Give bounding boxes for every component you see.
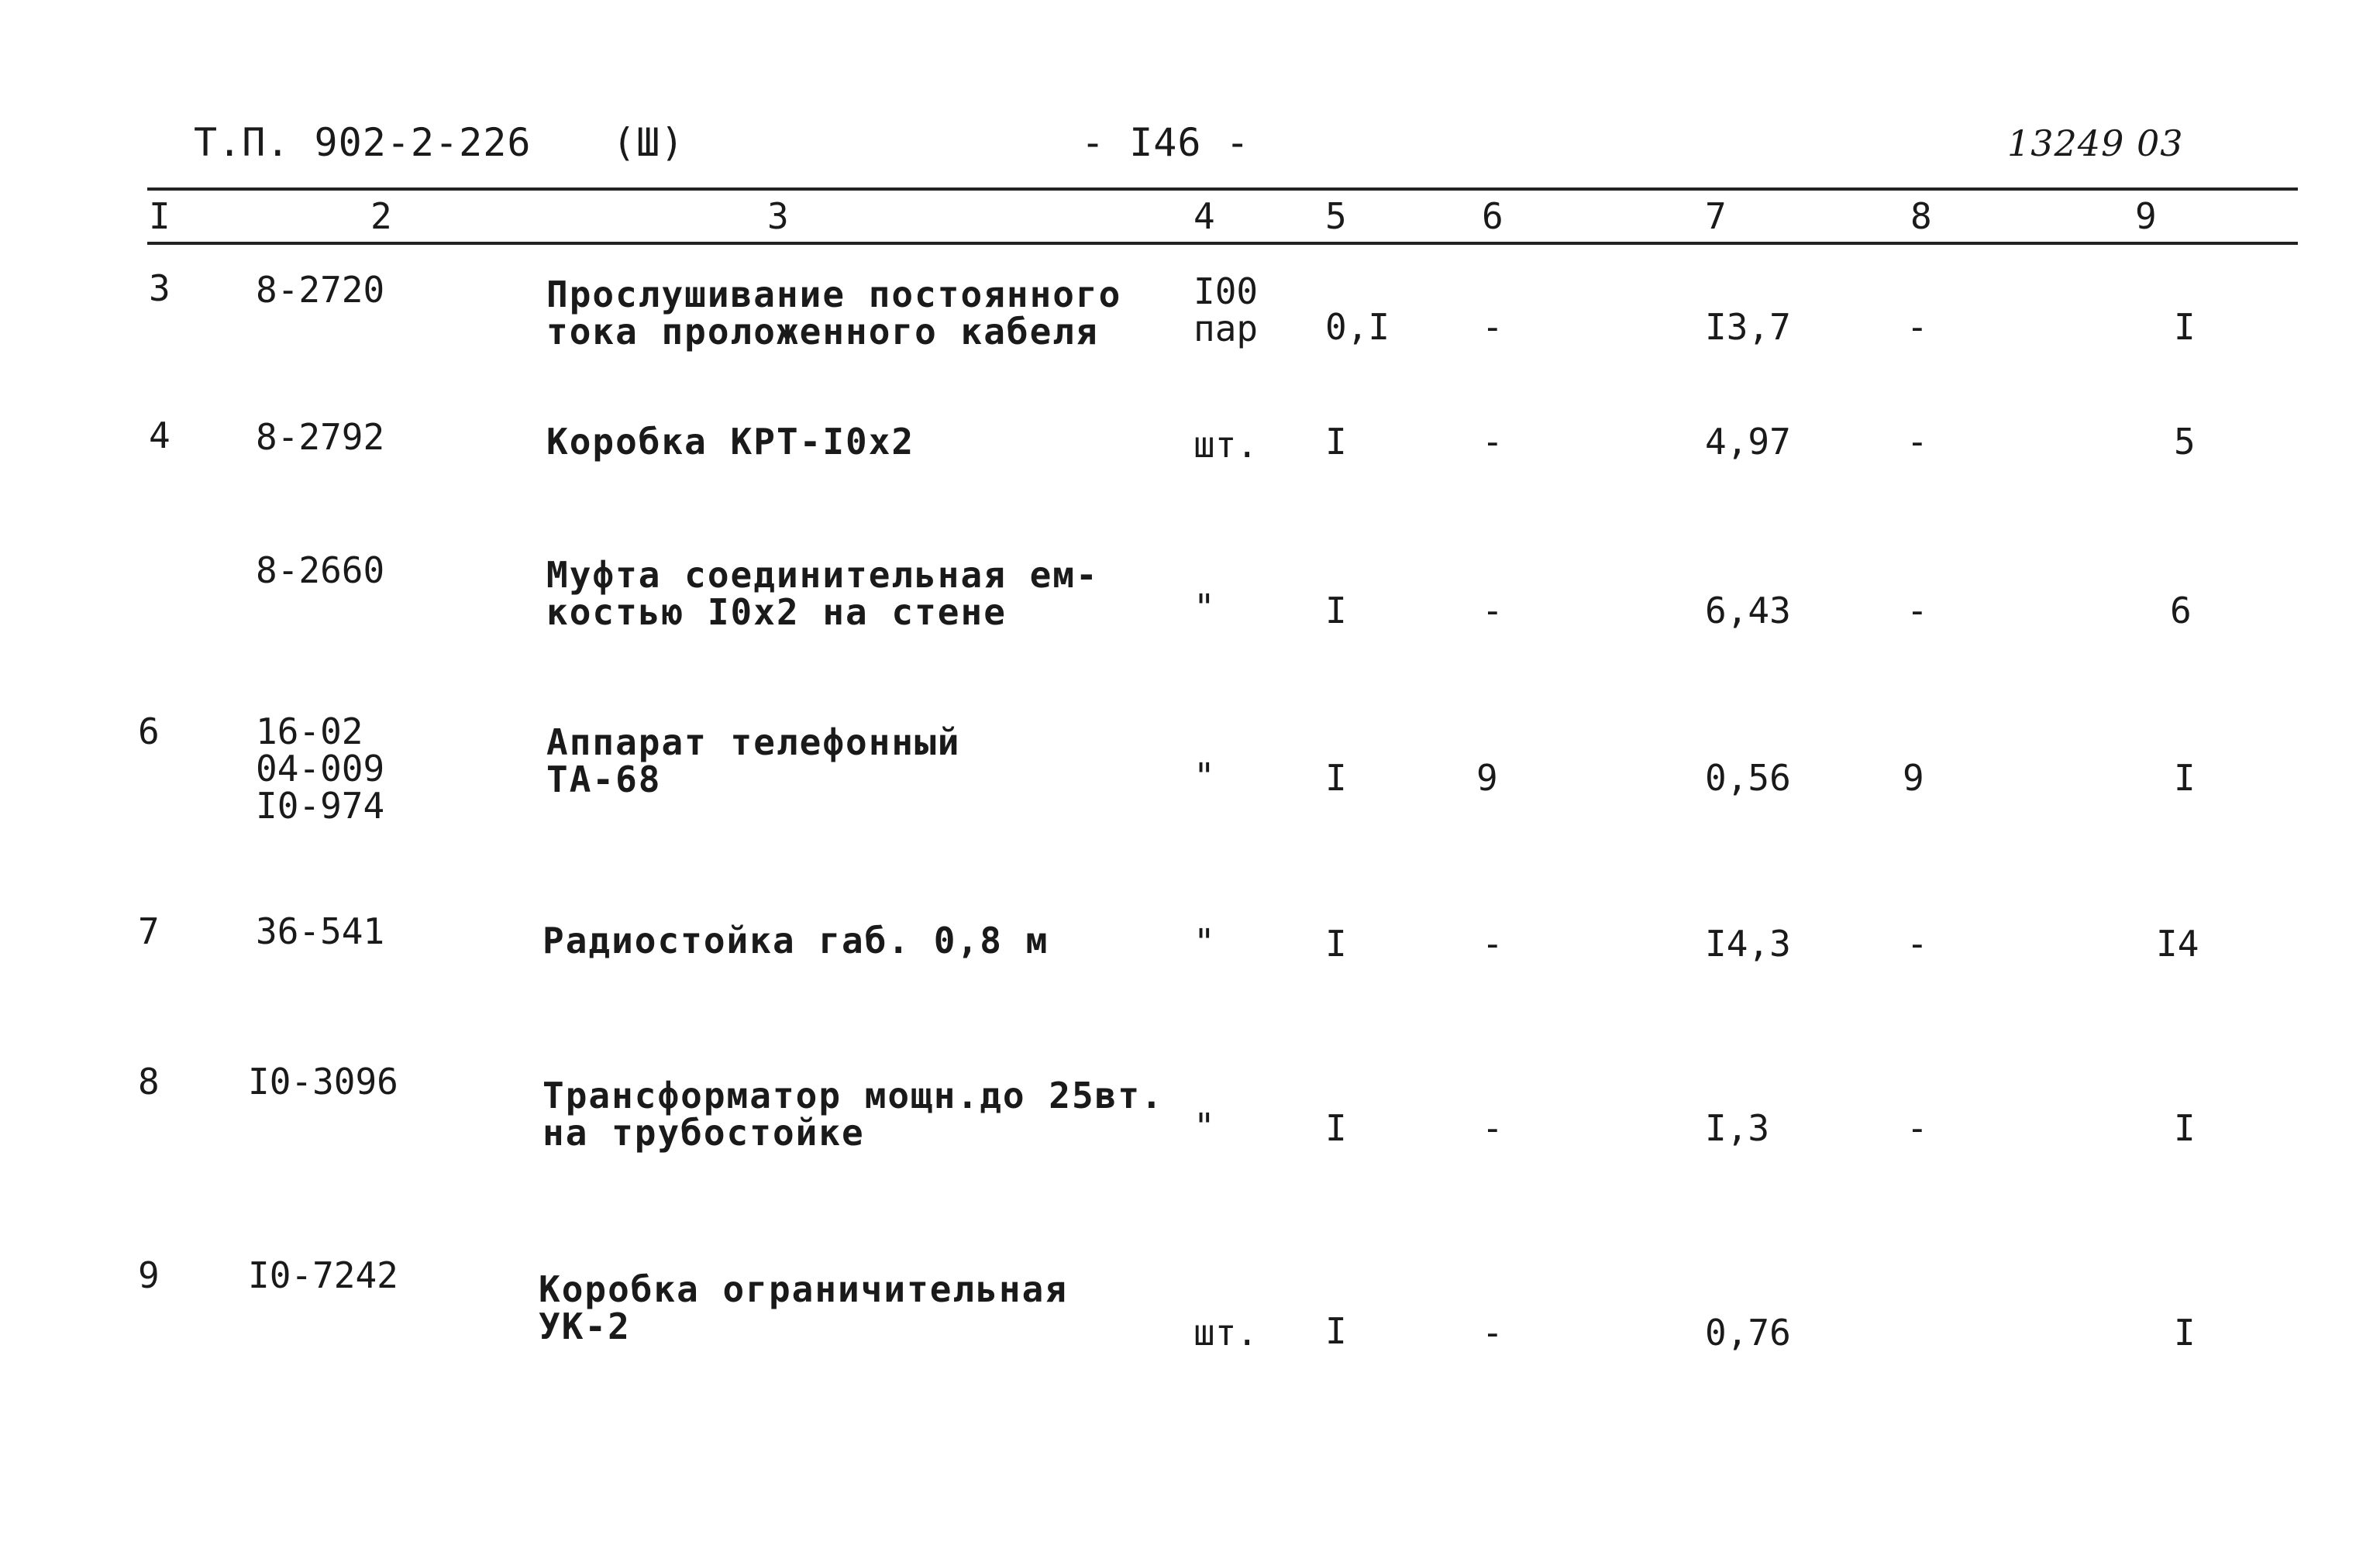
column-7-value: 0,56 bbox=[1705, 757, 1791, 799]
column-6-value: - bbox=[1482, 306, 1503, 348]
table-header-rule bbox=[147, 242, 2298, 245]
work-description: Прослушивание постоянного тока проложенного кабеля bbox=[546, 274, 1122, 353]
column-number-7: 7 bbox=[1705, 195, 1727, 237]
row-number: 7 bbox=[138, 910, 160, 952]
column-6-value: - bbox=[1482, 421, 1503, 463]
column-9-value: I bbox=[2174, 1312, 2196, 1354]
row-number: 3 bbox=[149, 267, 170, 309]
column-7-value: I,3 bbox=[1705, 1107, 1770, 1149]
column-6-value: - bbox=[1482, 1312, 1503, 1354]
norm-code: I0-7242 bbox=[248, 1254, 398, 1296]
column-8-value: - bbox=[1906, 590, 1928, 631]
column-number-8: 8 bbox=[1910, 195, 1932, 237]
work-description: Муфта соединительная ем- костью I0х2 на стене bbox=[546, 554, 1099, 633]
quantity: I bbox=[1325, 1310, 1347, 1352]
quantity: I bbox=[1325, 590, 1347, 631]
column-7-value: 0,76 bbox=[1705, 1312, 1791, 1354]
column-8-value: 9 bbox=[1903, 757, 1924, 799]
row-number: 6 bbox=[138, 710, 160, 752]
column-9-value: I bbox=[2174, 1107, 2196, 1149]
row-number: 4 bbox=[149, 415, 170, 456]
norm-code: 8-2792 bbox=[256, 416, 385, 458]
unit: I00 пар bbox=[1193, 270, 1259, 349]
column-6-value: 9 bbox=[1476, 757, 1498, 799]
quantity: 0,I bbox=[1325, 306, 1390, 348]
work-description: Коробка КРТ-I0х2 bbox=[546, 421, 915, 463]
column-7-value: I3,7 bbox=[1705, 306, 1791, 348]
column-7-value: 6,43 bbox=[1705, 590, 1791, 631]
column-9-value: I4 bbox=[2156, 923, 2199, 965]
work-description: Коробка ограничительная УК-2 bbox=[539, 1268, 1068, 1347]
column-number-9: 9 bbox=[2135, 195, 2157, 237]
quantity: I bbox=[1325, 757, 1347, 799]
row-number: 9 bbox=[138, 1254, 160, 1296]
unit: шт. bbox=[1193, 1312, 1259, 1354]
column-number-3: 3 bbox=[767, 195, 789, 237]
quantity: I bbox=[1325, 923, 1347, 965]
column-6-value: - bbox=[1482, 923, 1503, 965]
column-8-value: - bbox=[1906, 1107, 1928, 1149]
work-description: Аппарат телефонный ТА-68 bbox=[546, 721, 961, 800]
column-number-6: 6 bbox=[1482, 195, 1503, 237]
column-9-value: I bbox=[2174, 306, 2196, 348]
unit: " bbox=[1193, 1106, 1215, 1147]
column-8-value: - bbox=[1906, 306, 1928, 348]
norm-code: 8-2720 bbox=[256, 269, 385, 311]
column-7-value: 4,97 bbox=[1705, 421, 1791, 463]
quantity: I bbox=[1325, 421, 1347, 463]
column-number-2: 2 bbox=[370, 195, 392, 237]
norm-code: 8-2660 bbox=[256, 549, 385, 591]
norm-code: 36-541 bbox=[256, 910, 385, 952]
unit: " bbox=[1193, 921, 1215, 963]
unit: " bbox=[1193, 755, 1215, 797]
unit: шт. bbox=[1193, 424, 1259, 466]
column-8-value: - bbox=[1906, 421, 1928, 463]
work-description: Трансформатор мощн.до 25вт. на трубостойке bbox=[542, 1075, 1164, 1154]
column-9-value: 5 bbox=[2174, 421, 2196, 463]
column-8-value: - bbox=[1906, 923, 1928, 965]
column-7-value: I4,3 bbox=[1705, 923, 1791, 965]
column-number-4: 4 bbox=[1193, 195, 1215, 237]
column-number-5: 5 bbox=[1325, 195, 1347, 237]
document-part: (Ш) bbox=[612, 120, 685, 165]
document-code: Т.П. 902-2-226 bbox=[194, 120, 532, 165]
column-9-value: 6 bbox=[2170, 590, 2192, 631]
norm-code: I0-3096 bbox=[248, 1061, 398, 1103]
quantity: I bbox=[1325, 1107, 1347, 1149]
archive-number: 13249 03 bbox=[2007, 122, 2184, 164]
column-6-value: - bbox=[1482, 1107, 1503, 1149]
table-top-rule bbox=[147, 187, 2298, 191]
unit: " bbox=[1193, 587, 1215, 628]
column-9-value: I bbox=[2174, 757, 2196, 799]
column-number-1: I bbox=[149, 195, 170, 237]
norm-code: 16-02 04-009 I0-974 bbox=[256, 710, 385, 827]
column-6-value: - bbox=[1482, 590, 1503, 631]
page-number: - I46 - bbox=[1081, 120, 1250, 165]
work-description: Радиостойка габ. 0,8 м bbox=[542, 920, 1049, 962]
row-number: 8 bbox=[138, 1061, 160, 1103]
